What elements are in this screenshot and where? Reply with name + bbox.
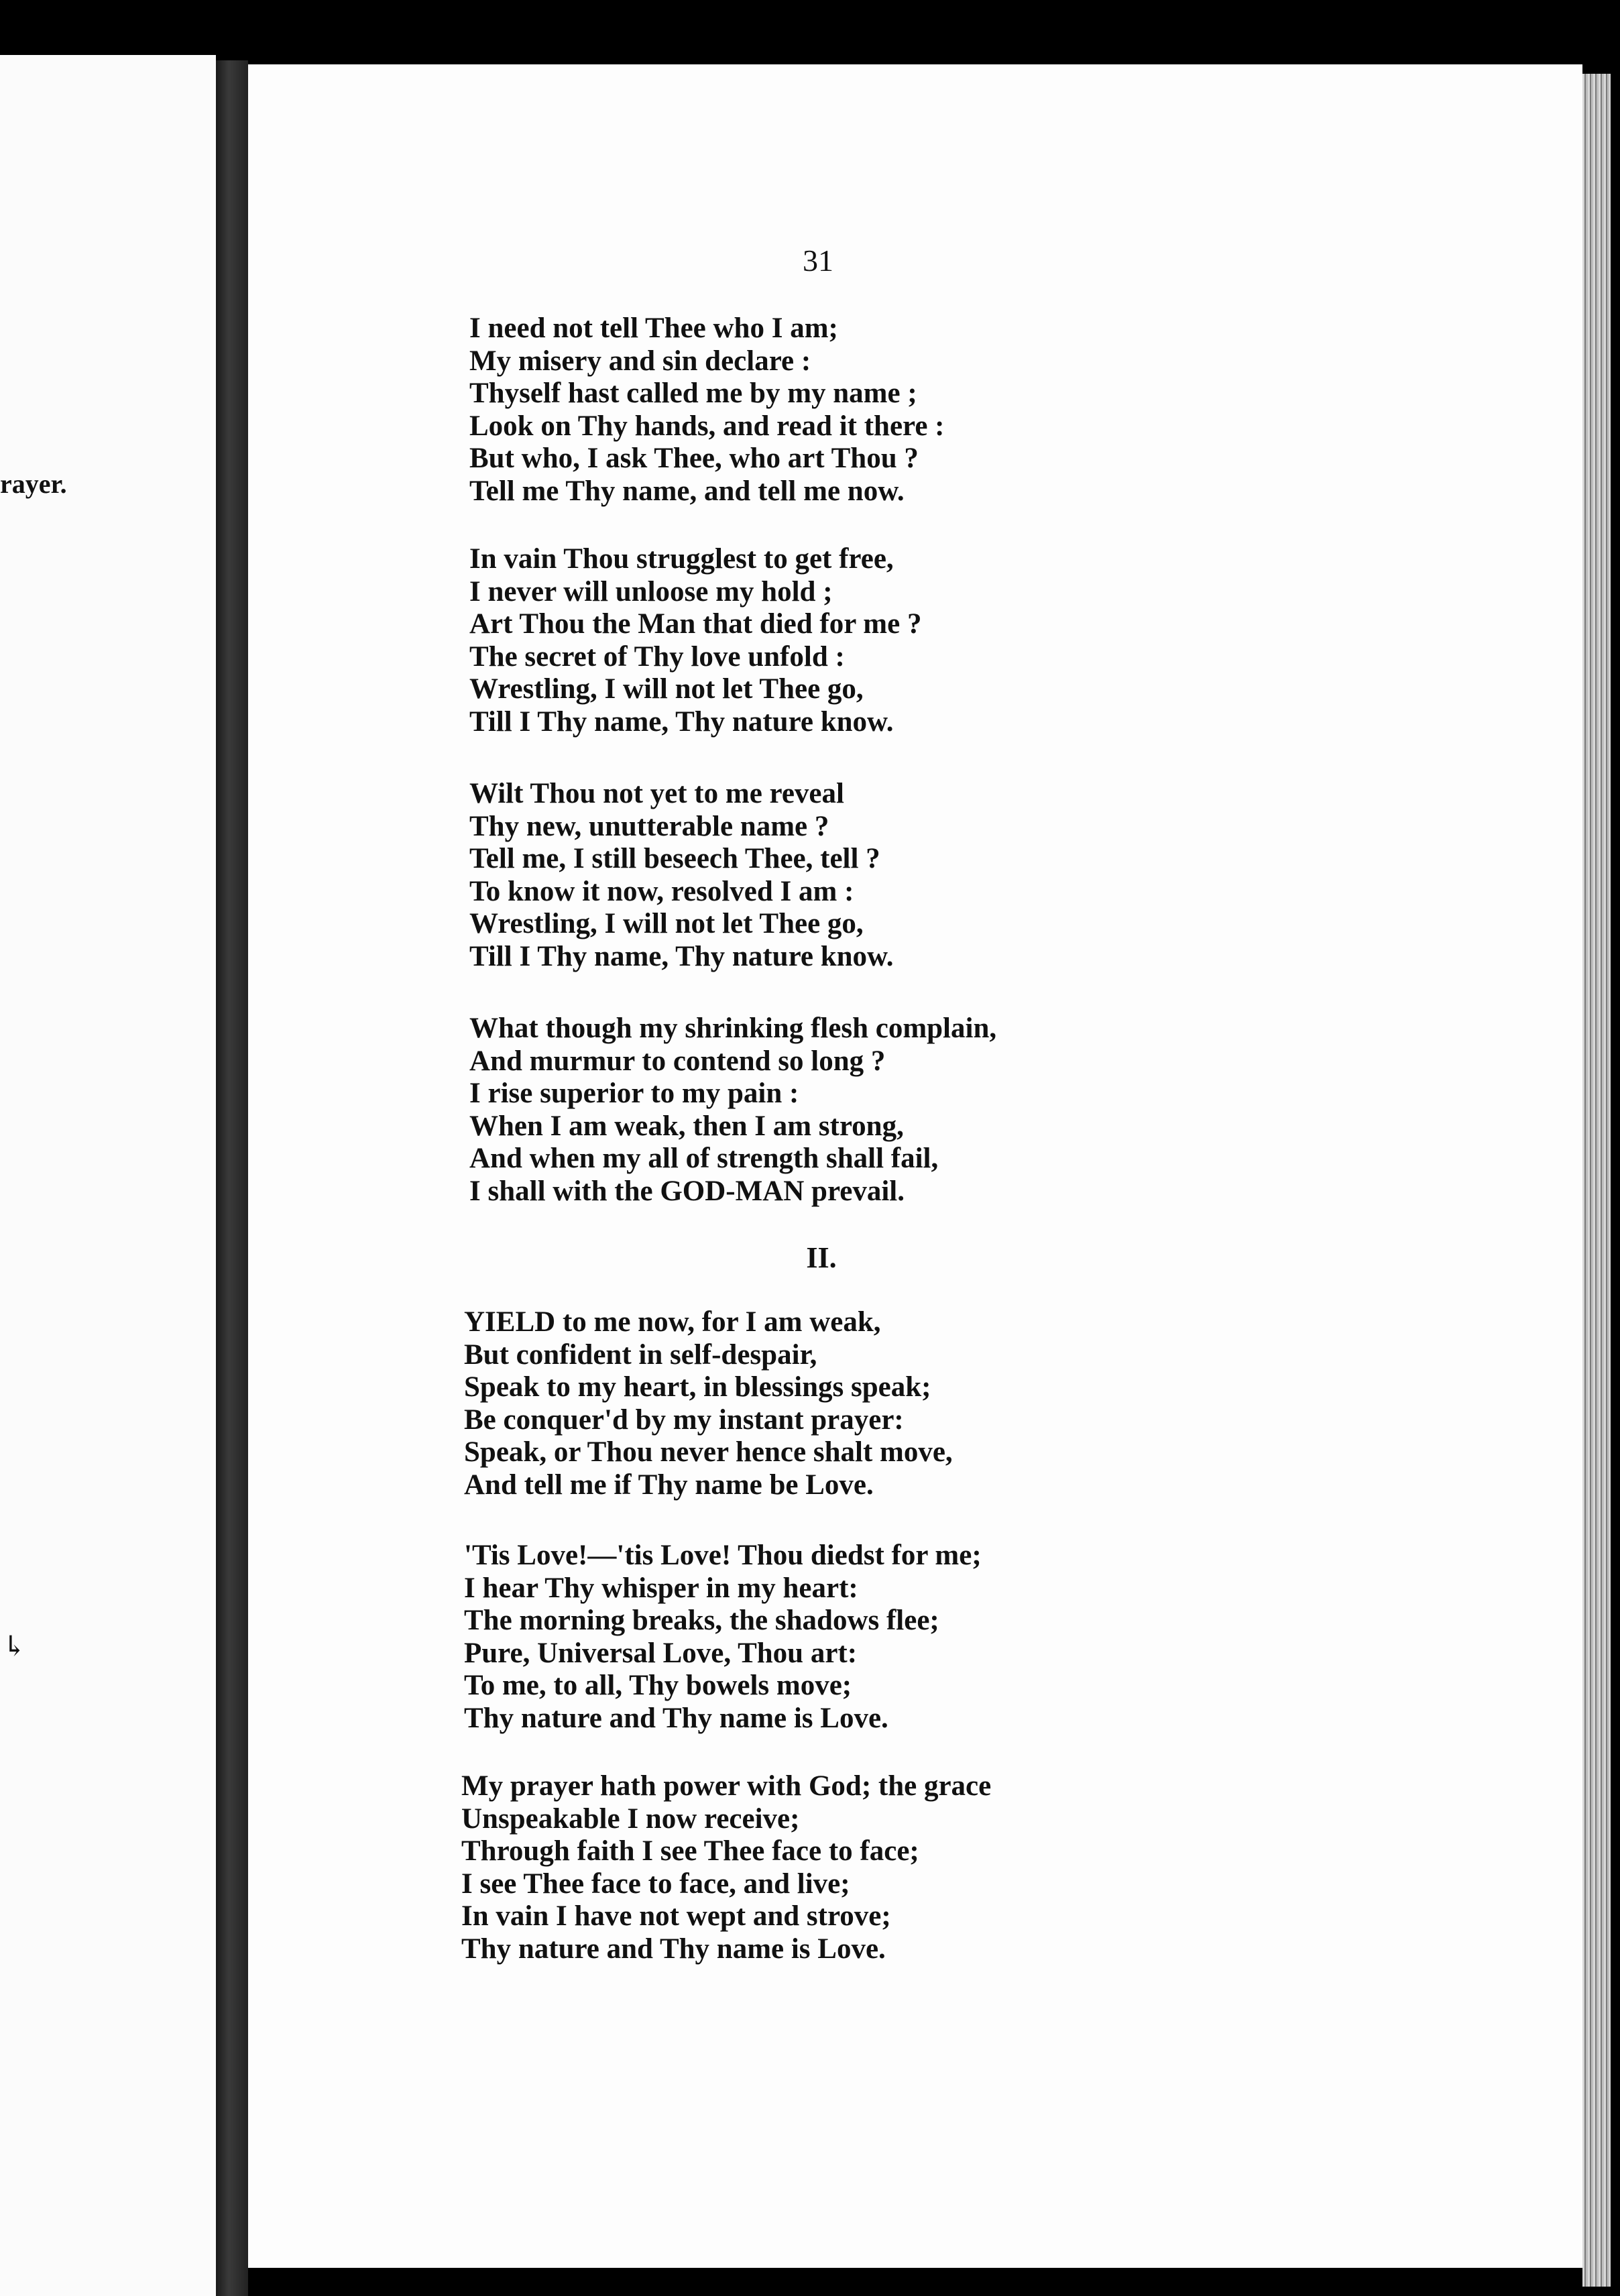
verse-line: Through faith I see Thee face to face;	[461, 1835, 919, 1867]
verse-line: Tell me, I still beseech Thee, tell ?	[469, 843, 880, 874]
verse-line: I never will unloose my hold ;	[469, 575, 833, 608]
verse-line: The secret of Thy love unfold :	[469, 640, 845, 673]
stanza-5	[464, 1306, 1135, 1501]
stanza-4	[469, 1013, 1140, 1208]
verse-line: My prayer hath power with God; the grace	[461, 1770, 992, 1802]
verse-line: Wilt Thou not yet to me reveal	[469, 778, 844, 809]
verse-line: I see Thee face to face, and live;	[461, 1868, 850, 1900]
verse-line: To know it now, resolved I am :	[469, 875, 854, 907]
verse-line: Thy nature and Thy name is Love.	[464, 1702, 888, 1734]
verse-line: But who, I ask Thee, who art Thou ?	[469, 443, 919, 474]
stanza-6	[464, 1540, 1135, 1735]
verse-line: And when my all of strength shall fail,	[469, 1143, 939, 1174]
left-page-mark: ↳	[3, 1631, 27, 1662]
verse-line: Speak, or Thou never hence shalt move,	[464, 1436, 953, 1468]
verse-line: Look on Thy hands, and read it there :	[469, 410, 945, 442]
page-number: 31	[803, 243, 833, 278]
left-page	[0, 55, 216, 2296]
verse-line: YIELD to me now, for I am weak,	[464, 1306, 881, 1338]
verse-line: Till I Thy name, Thy nature know.	[469, 705, 894, 738]
verse-line: Pure, Universal Love, Thou art:	[464, 1637, 858, 1669]
verse-line: I rise superior to my pain :	[469, 1078, 799, 1109]
verse-line: Thy new, unutterable name ?	[469, 810, 829, 842]
verse-line: Wrestling, I will not let Thee go,	[469, 908, 864, 939]
stanza-1	[469, 312, 1140, 508]
verse-line: I shall with the GOD-MAN prevail.	[469, 1175, 905, 1207]
verse-line: Be conquer'd by my instant prayer:	[464, 1403, 904, 1436]
verse-line: I need not tell Thee who I am;	[469, 312, 838, 344]
section-numeral: II.	[806, 1241, 837, 1274]
verse-line: Thyself hast called me by my name ;	[469, 378, 917, 409]
verse-line: When I am weak, then I am strong,	[469, 1110, 904, 1142]
verse-line: I hear Thy whisper in my heart:	[464, 1572, 858, 1604]
verse-line: Thy nature and Thy name is Love.	[461, 1933, 886, 1965]
stanza-7	[461, 1770, 1132, 1965]
verse-line: Speak to my heart, in blessings speak;	[464, 1371, 931, 1403]
verse-line: To me, to all, Thy bowels move;	[464, 1670, 852, 1701]
verse-line: Wrestling, I will not let Thee go,	[469, 673, 864, 705]
verse-line: What though my shrinking flesh complain,	[469, 1013, 997, 1044]
stanza-3	[469, 778, 1140, 973]
verse-line: Till I Thy name, Thy nature know.	[469, 940, 894, 972]
stanza-2	[469, 543, 1140, 738]
book-gutter	[216, 60, 248, 2296]
left-page-text-fragment: rayer.	[0, 469, 67, 499]
verse-line: But confident in self-despair,	[464, 1338, 817, 1371]
verse-line: My misery and sin declare :	[469, 345, 811, 377]
verse-line: Tell me Thy name, and tell me now.	[469, 475, 905, 507]
verse-line: Art Thou the Man that died for me ?	[469, 608, 922, 640]
verse-line: The morning breaks, the shadows flee;	[464, 1605, 939, 1636]
page-edge	[1582, 74, 1611, 2287]
verse-line: In vain I have not wept and strove;	[461, 1900, 891, 1932]
verse-line: 'Tis Love!—'tis Love! Thou diedst for me;	[464, 1540, 982, 1571]
verse-line: And murmur to contend so long ?	[469, 1045, 886, 1077]
verse-line: In vain Thou strugglest to get free,	[469, 543, 894, 575]
verse-line: And tell me if Thy name be Love.	[464, 1469, 874, 1501]
verse-line: Unspeakable I now receive;	[461, 1802, 800, 1835]
